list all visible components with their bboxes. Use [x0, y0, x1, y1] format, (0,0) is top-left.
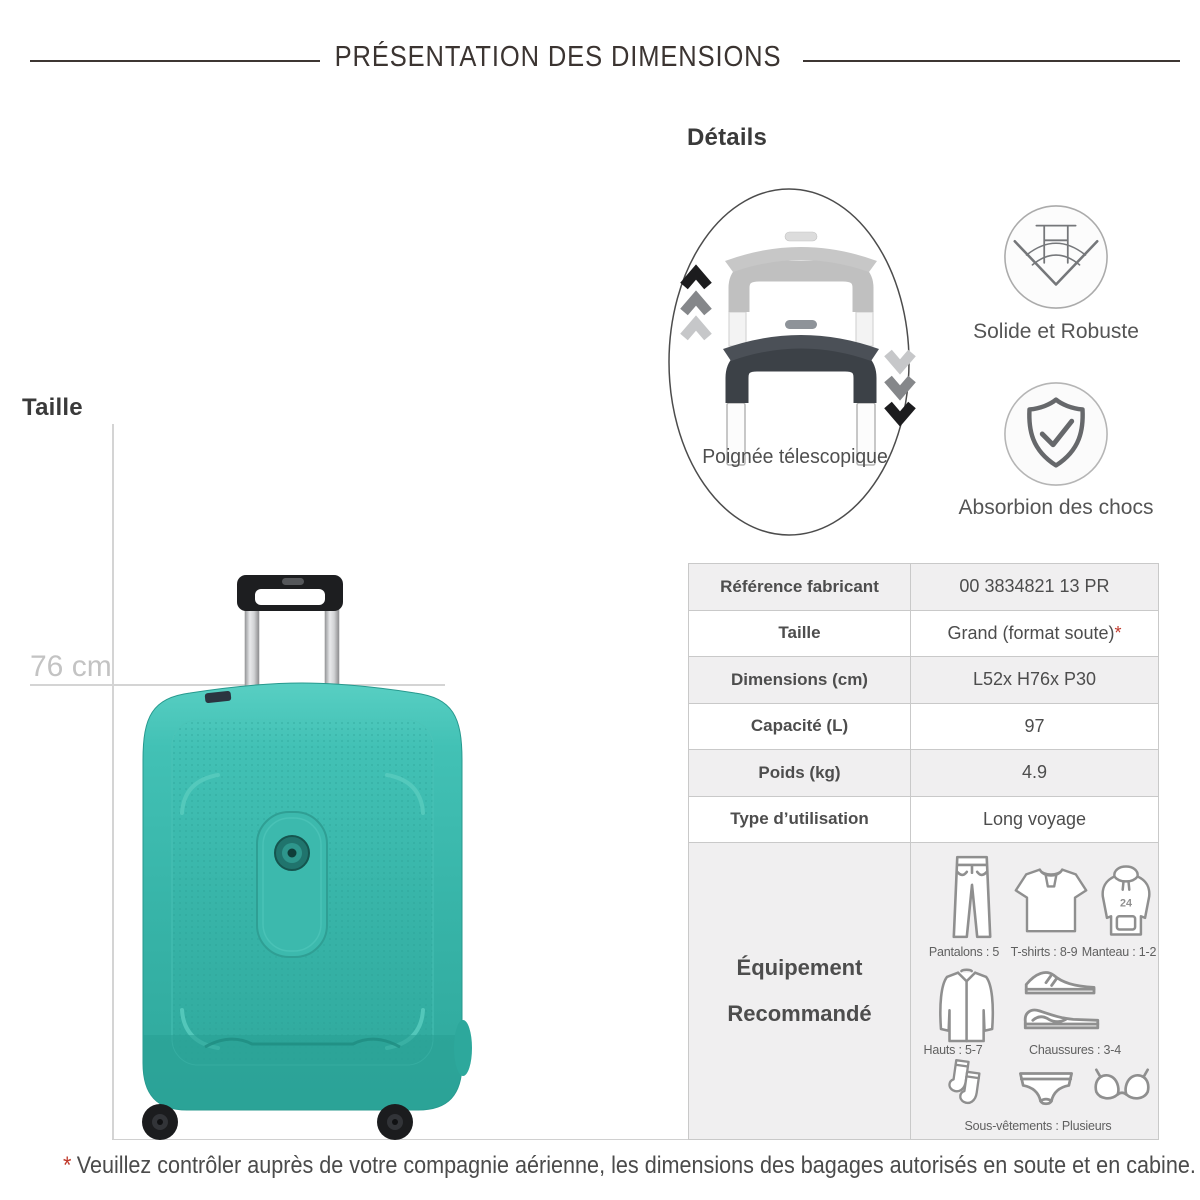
shoes-icon	[1017, 961, 1107, 1041]
bubble-caption: Poignée télescopique	[702, 446, 888, 468]
footnote-asterisk: *	[62, 1152, 72, 1179]
equipment-label-coat: Manteau : 1-2	[1081, 945, 1157, 959]
hoodie-icon	[1097, 855, 1155, 941]
suitcase-illustration	[130, 565, 475, 1150]
footnote	[0, 1152, 1200, 1180]
row-value: Grand (format soute)*	[911, 610, 1159, 657]
trolley-handle	[237, 575, 343, 611]
equipment-icons-cell	[911, 843, 1159, 1140]
page-title: PRÉSENTATION DES DIMENSIONS	[334, 41, 782, 73]
row-label: Poids (kg)	[689, 750, 911, 797]
table-row	[689, 564, 1159, 611]
table-row	[689, 703, 1159, 750]
shock-absorption-icon	[1001, 379, 1111, 489]
row-value: 97	[911, 703, 1159, 750]
row-label: Taille	[689, 610, 911, 657]
equipment-label-underwear: Sous-vêtements : Plusieurs	[964, 1119, 1112, 1133]
crush-resistance-icon	[1001, 202, 1111, 312]
lock-panel	[257, 812, 327, 957]
table-row	[689, 750, 1159, 797]
value-asterisk: *	[1114, 622, 1122, 643]
pants-icon	[946, 853, 998, 941]
height-dimension-label: 76 cm	[30, 650, 112, 683]
height-dimension-line-vertical	[112, 424, 114, 1140]
details-heading: Détails	[687, 124, 768, 151]
equipment-label-line2: Recommandé	[727, 1001, 872, 1026]
table-row	[689, 796, 1159, 843]
title-rule-right	[803, 60, 1180, 62]
feature-label-solide: Solide et Robuste	[973, 320, 1139, 343]
row-value: L52x H76x P30	[911, 657, 1159, 704]
table-row-equipment	[689, 843, 1159, 1140]
row-value: Long voyage	[911, 796, 1159, 843]
footnote-text: Veuillez contrôler auprès de votre compagnie aérienne, les dimensions des bagages autorisés en soute et en cabine.	[76, 1152, 1196, 1179]
telescopic-handle-illustration	[660, 175, 930, 575]
row-label	[689, 843, 911, 1140]
tshirt-icon	[1011, 863, 1091, 937]
row-label: Dimensions (cm)	[689, 657, 911, 704]
equipment-label-tops: Hauts : 5-7	[923, 1043, 983, 1057]
socks-icon	[939, 1057, 997, 1119]
feature-label-absorbion: Absorbion des chocs	[958, 496, 1154, 519]
equipment-label-line1: Équipement	[736, 955, 863, 980]
hoodie-badge: 24	[1120, 897, 1132, 910]
briefs-icon	[1014, 1067, 1078, 1113]
bottom-bumper	[143, 1035, 462, 1110]
size-heading: Taille	[22, 394, 83, 421]
title-rule-left	[30, 60, 320, 62]
row-label: Type d’utilisation	[689, 796, 911, 843]
row-value: 4.9	[911, 750, 1159, 797]
equipment-label-shoes: Chaussures : 3-4	[1029, 1043, 1121, 1057]
equipment-label-tshirts: T-shirts : 8-9	[1010, 945, 1078, 959]
row-label: Capacité (L)	[689, 703, 911, 750]
spec-table	[688, 563, 1159, 1140]
row-label: Référence fabricant	[689, 564, 911, 611]
row-value: 00 3834821 13 PR	[911, 564, 1159, 611]
table-row	[689, 610, 1159, 657]
extend-arrows-icon	[684, 272, 708, 337]
table-row	[689, 657, 1159, 704]
shirt-icon	[935, 967, 999, 1045]
retract-arrows-icon	[888, 353, 912, 419]
equipment-label-pants: Pantalons : 5	[928, 945, 1000, 959]
bra-icon	[1091, 1065, 1153, 1109]
